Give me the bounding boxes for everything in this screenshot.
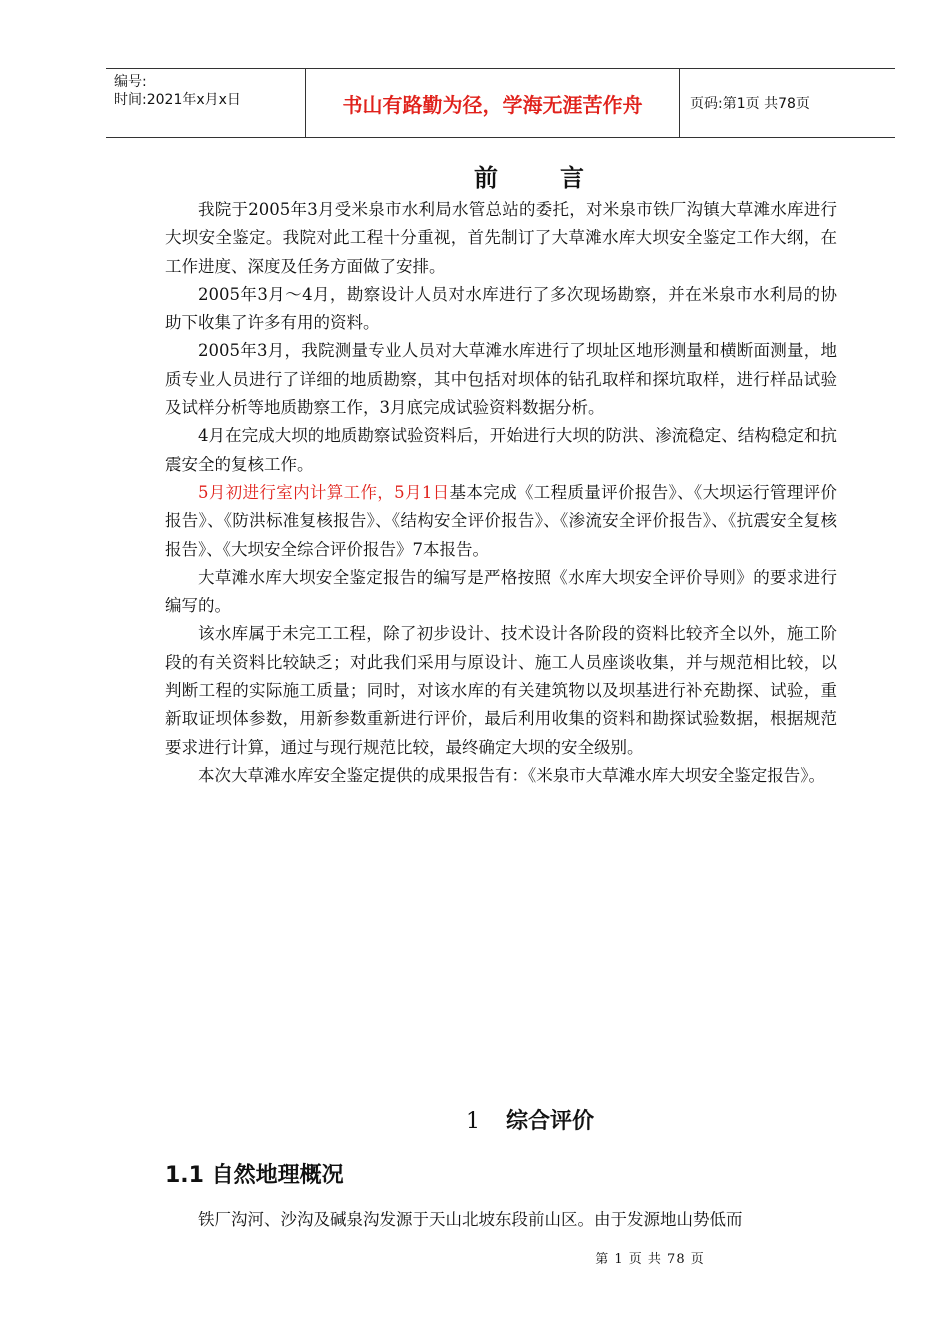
paragraph: 本次大草滩水库安全鉴定提供的成果报告有：《米泉市大草滩水库大坝安全鉴定报告》。 <box>198 765 825 785</box>
chapter-number: 1 <box>465 1109 480 1134</box>
section-paragraph: 铁厂沟河、沙沟及碱泉沟发源于天山北坡东段前山区。由于发源地山势低而 <box>198 1210 743 1229</box>
header-meta <box>106 69 306 137</box>
document-date: 时间:2021年x月x日 <box>114 92 241 108</box>
paragraph: 2005年3月，我院测量专业人员对大草滩水库进行了坝址区地形测量和横断面测量，地质专业人员进行了详细的地质勘察，其中包括对坝体的钻孔取样和探坑取样，进行样品试验及试样分析等地质勘察工作，3月底完成试验资料数据分析。 <box>165 341 837 418</box>
preface-title-right: 言 <box>560 163 586 192</box>
paragraph: 我院于2005年3月受米泉市水利局水管总站的委托，对米泉市铁厂沟镇大草滩水库进行大坝安全鉴定。我院对此工程十分重视，首先制订了大草滩水库大坝安全鉴定工作大纲，在工作进度、深度及任务方面做了安排。 <box>165 200 837 276</box>
section-heading: 1.1 自然地理概况 <box>165 1163 344 1188</box>
page-footer: 第 1 页 共 78 页 <box>595 1252 705 1267</box>
chapter-heading <box>0 1104 950 1135</box>
paragraph-text: 基本完成《工程质量评价报告》、《大坝运行管理评价报告》、《防洪标准复核报告》、《结构安全评价报告》、《渗流安全评价报告》、《抗震安全复核报告》、《大坝安全综合评价报告》7本报告。 <box>165 482 838 559</box>
preface-title <box>0 158 950 193</box>
header-page-info: 页码:第1页 共78页 <box>690 96 810 112</box>
document-header <box>106 68 895 138</box>
preface-body <box>165 196 837 790</box>
highlighted-text: 5月初进行室内计算工作，5月1日 <box>198 482 450 502</box>
paragraph: 4月在完成大坝的地质勘察试验资料后，开始进行大坝的防洪、渗流稳定、结构稳定和抗震安全的复核工作。 <box>165 426 837 474</box>
header-motto: 书山有路勤为径，学海无涯苦作舟 <box>306 69 680 137</box>
paragraph: 该水库属于未完工工程，除了初步设计、技术设计各阶段的资料比较齐全以外，施工阶段的有关资料比较缺乏；对此我们采用与原设计、施工人员座谈收集，并与规范相比较，以判断工程的实际施工质量；同时，对该水库的有关建筑物以及坝基进行补充勘探、试验，重新取证坝体参数，用新参数重新进行评价，最后利用收集的资料和勘探试验数据，根据规范要求进行计算，通过与现行规范比较，最终确定大坝的安全级别。 <box>165 624 837 757</box>
paragraph: 大草滩水库大坝安全鉴定报告的编写是严格按照《水库大坝安全评价导则》的要求进行编写的。 <box>165 567 837 616</box>
document-number-label: 编号: <box>114 74 147 90</box>
chapter-title: 综合评价 <box>505 1108 594 1134</box>
paragraph: 2005年3月～4月，勘察设计人员对水库进行了多次现场勘察，并在米泉市水利局的协助下收集了许多有用的资料。 <box>165 284 837 333</box>
paragraph <box>165 479 837 564</box>
preface-title-left: 前 <box>474 163 500 192</box>
